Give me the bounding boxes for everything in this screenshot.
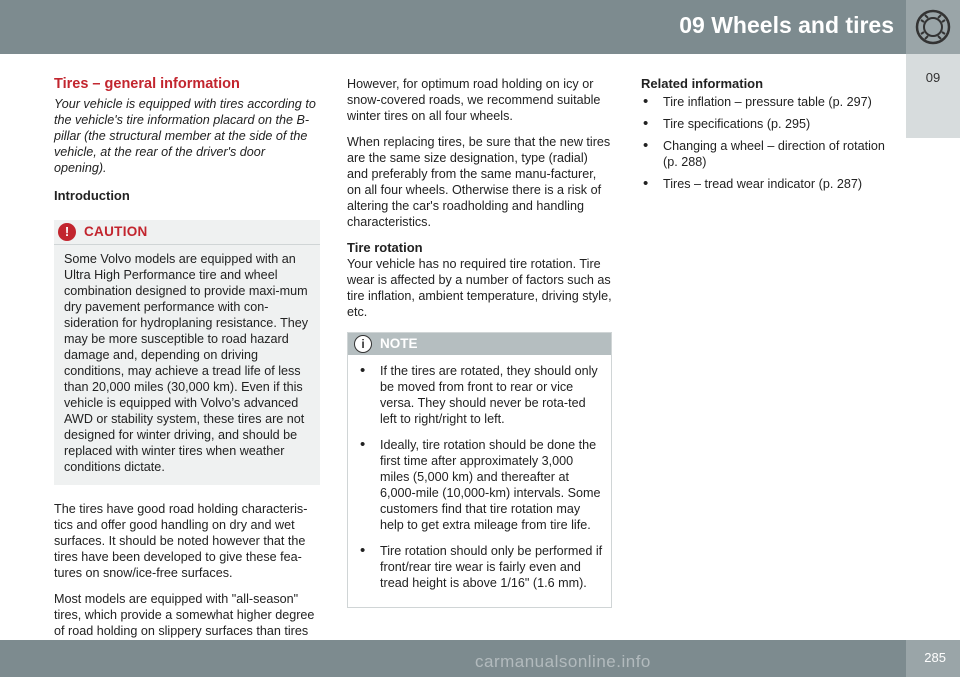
paragraph: The tires have good road holding characteris-tics and offer good handling on dry and wet surfaces. It should be noted however that the tires have been developed to give these fea-tures on snow/ice-free surfaces. — [54, 502, 308, 580]
related-link[interactable]: • Tire specifications (p. 295) — [641, 116, 901, 132]
column-1 — [54, 76, 320, 665]
introduction-heading: Introduction — [54, 188, 130, 203]
chapter-tab-label: 09 — [925, 70, 941, 85]
related-link[interactable]: • Changing a wheel – direction of rotation (p. 288) — [641, 138, 901, 170]
warning-icon: ! — [58, 223, 76, 241]
caution-title: CAUTION — [84, 224, 148, 239]
watermark: carmanualsonline.info — [475, 652, 651, 671]
related-link[interactable]: • Tires – tread wear indicator (p. 287) — [641, 176, 901, 192]
related-link[interactable]: • Tire inflation – pressure table (p. 297) — [641, 94, 901, 110]
column-2 — [347, 76, 612, 608]
caution-box — [54, 220, 320, 485]
list-item: • Ideally, tire rotation should be done the first time after approximately 3,000 miles (5,000 km) and thereafter at 6,000-mile (10,000-km) intervals. Some customers find that tire rotation may help to get extra mileage from tire life. — [356, 437, 603, 533]
chapter-header — [0, 0, 960, 54]
chapter-side-tab — [906, 54, 960, 138]
column-3 — [641, 76, 901, 198]
chapter-title: 09 Wheels and tires — [679, 12, 894, 38]
caution-header — [54, 220, 320, 245]
related-information-heading: Related information — [641, 76, 764, 91]
note-title: NOTE — [380, 336, 418, 351]
wheel-icon — [906, 0, 960, 54]
caution-text: Some Volvo models are equipped with an Ultra High Performance tire and wheel combination designed to provide maxi-mum dry pavement performance with con-sideration for hydroplaning resistance. They may be more susceptible to road hazard damage and, depending on driving conditions, may achieve a tread life of less than 20,000 miles (30,000 km). Even if this vehicle is equipped with Volvo’s advanced AWD or stability system, these tires are not designed for winter driving, and should be replaced with winter tires when weather conditions dictate. — [64, 252, 309, 474]
note-box — [347, 332, 612, 608]
paragraph: Your vehicle has no required tire rotation. Tire wear is affected by a number of factors such as tire inflation, ambient temperature, driving style, etc. — [347, 257, 612, 319]
note-header — [348, 333, 611, 355]
list-item: • Tire rotation should only be performed if front/rear tire wear is fairly even and tread height is above 1/16" (1.6 mm). — [356, 543, 603, 591]
paragraph: However, for optimum road holding on icy or snow-covered roads, we recommend suitable winter tires on all four wheels. — [347, 77, 601, 123]
intro-text: Your vehicle is equipped with tires according to the vehicle's tire information placard on the B-pillar (the structural member at the side of the vehicle, at the rear of the driver's door opening). — [54, 97, 316, 175]
info-icon: i — [354, 335, 372, 353]
note-list — [348, 363, 611, 591]
paragraph: Most models are equipped with "all-season" tires, which provide a somewhat higher degree of road holding on slippery surfaces than tires — [54, 592, 315, 638]
related-links — [641, 94, 901, 192]
list-item: • If the tires are rotated, they should only be moved from front to rear or vice versa. They should never be rota-ted left to right/right to left. — [356, 363, 603, 427]
section-heading: Tires – general information — [54, 76, 240, 92]
paragraph: When replacing tires, be sure that the new tires are the same size designation, type (radial) and preferably from the same manu-facturer, on all four wheels. Otherwise there is a risk of altering the car's roadholding and handling characteristics. — [347, 135, 611, 229]
page-number: 285 — [924, 650, 946, 665]
tire-rotation-heading: Tire rotation — [347, 240, 423, 255]
